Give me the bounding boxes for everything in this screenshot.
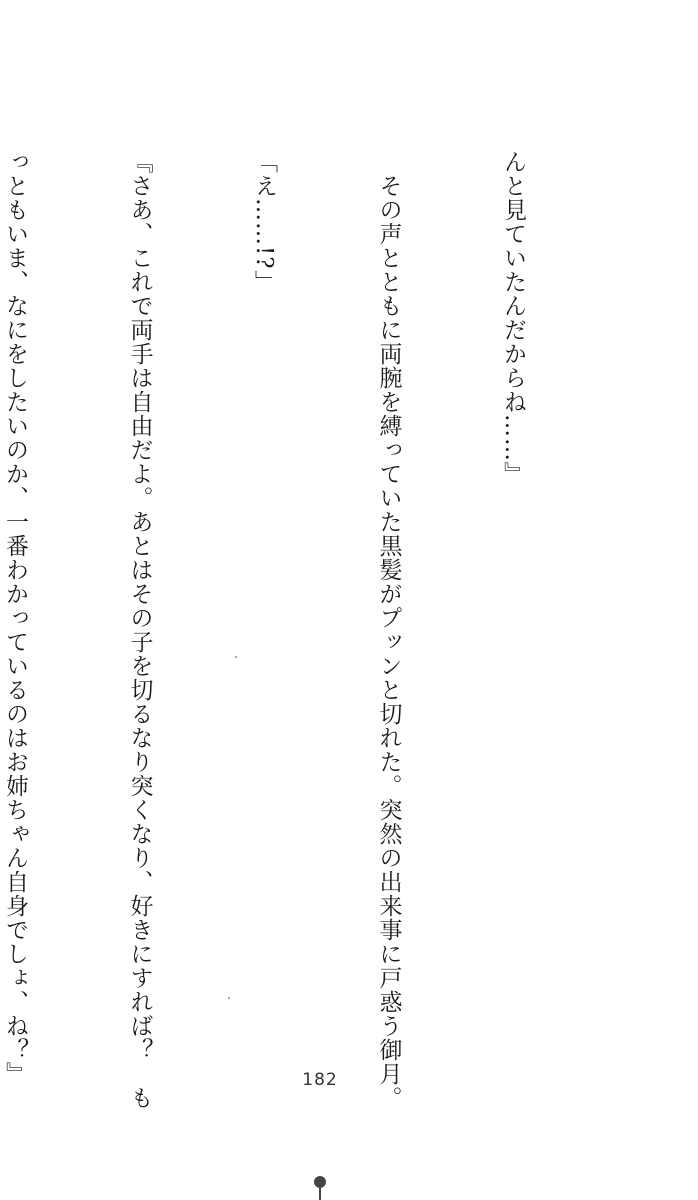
page-number: 182 — [302, 1070, 338, 1090]
scan-speck — [228, 997, 230, 999]
text-line: っともいま、なにをしたいのか、一番わかっているのはお姉ちゃん自身でしょ、ね？』 — [2, 150, 28, 1086]
text-line: 「え……!?」 — [251, 150, 277, 294]
page-marker-stem — [319, 1188, 321, 1200]
page-marker-dot — [314, 1176, 326, 1188]
text-line: んと見ていたんだからね……』 — [500, 150, 526, 486]
text-line: その声とともに両腕を縛っていた黒髪がプッンと切れた。突然の出来事に戸惑う御月。 — [375, 150, 402, 1110]
scan-speck — [235, 656, 237, 658]
text-line: 『さあ、これで両手は自由だよ。あとはその子を切るなり突くなり、好きにすれば？ も — [126, 150, 153, 1110]
